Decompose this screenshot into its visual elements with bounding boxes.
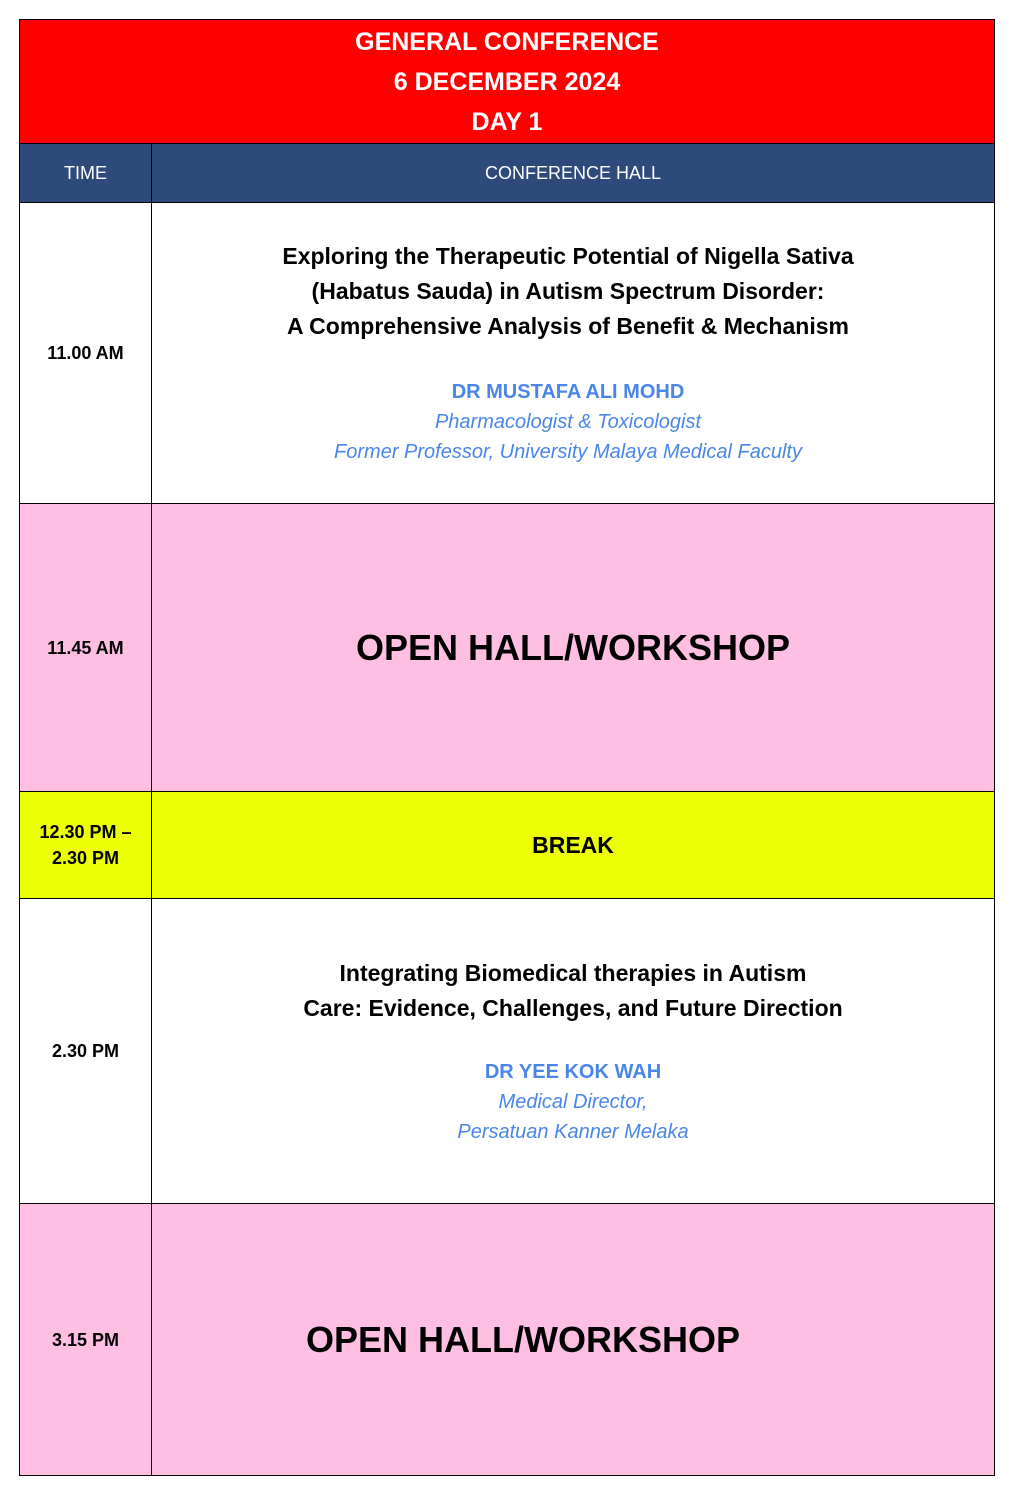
- break-time-line: 12.30 PM –: [39, 822, 132, 842]
- schedule-table: [19, 19, 995, 1476]
- talk-title-line: Integrating Biomedical therapies in Autism: [339, 959, 807, 986]
- session-time: 11.00 AM: [20, 203, 152, 504]
- speaker-role: Persatuan Kanner Melaka: [457, 1120, 689, 1143]
- workshop-row: [20, 1204, 995, 1476]
- talk-content: [152, 239, 994, 467]
- session-row: [20, 899, 995, 1204]
- time-column-header: TIME: [20, 144, 152, 203]
- speaker-role: Former Professor, University Malaya Medical Faculty: [334, 441, 802, 463]
- workshop-label: OPEN HALL/WORKSHOP: [152, 504, 995, 792]
- session-cell: [152, 899, 995, 1204]
- title-line-1: GENERAL CONFERENCE: [355, 27, 659, 56]
- session-time: 2.30 PM: [20, 899, 152, 1204]
- speaker-name: DR MUSTAFA ALI MOHD: [451, 381, 685, 403]
- session-time: 11.45 AM: [20, 504, 152, 792]
- break-time: [20, 792, 152, 899]
- talk-title-line: (Habatus Sauda) in Autism Spectrum Disorder:: [311, 278, 825, 304]
- title-line-2: 6 DECEMBER 2024: [393, 67, 621, 96]
- workshop-label: OPEN HALL/WORKSHOP: [152, 1204, 995, 1476]
- speaker-role: Medical Director,: [498, 1090, 648, 1113]
- talk-title: [172, 956, 974, 1026]
- speaker-role: Pharmacologist & Toxicologist: [434, 411, 702, 433]
- speaker-name: DR YEE KOK WAH: [484, 1060, 662, 1083]
- session-time: 3.15 PM: [20, 1204, 152, 1476]
- conference-title: [20, 20, 995, 144]
- title-row: [20, 20, 995, 144]
- talk-title-line: Exploring the Therapeutic Potential of Nigella Sativa: [282, 243, 854, 269]
- speaker-block: [172, 1057, 974, 1147]
- break-time-line: 2.30 PM: [51, 848, 120, 868]
- hall-column-header: CONFERENCE HALL: [152, 144, 995, 203]
- talk-title-line: Care: Evidence, Challenges, and Future Direction: [303, 994, 843, 1021]
- speaker-block: [202, 377, 934, 467]
- talk-content: [152, 956, 994, 1147]
- talk-title-line: A Comprehensive Analysis of Benefit & Mechanism: [287, 313, 849, 339]
- session-row: [20, 203, 995, 504]
- break-label: BREAK: [152, 792, 995, 899]
- session-cell: [152, 203, 995, 504]
- workshop-row: [20, 504, 995, 792]
- column-header-row: [20, 144, 995, 203]
- break-row: [20, 792, 995, 899]
- talk-title: [202, 239, 934, 344]
- title-line-3: DAY 1: [471, 107, 543, 136]
